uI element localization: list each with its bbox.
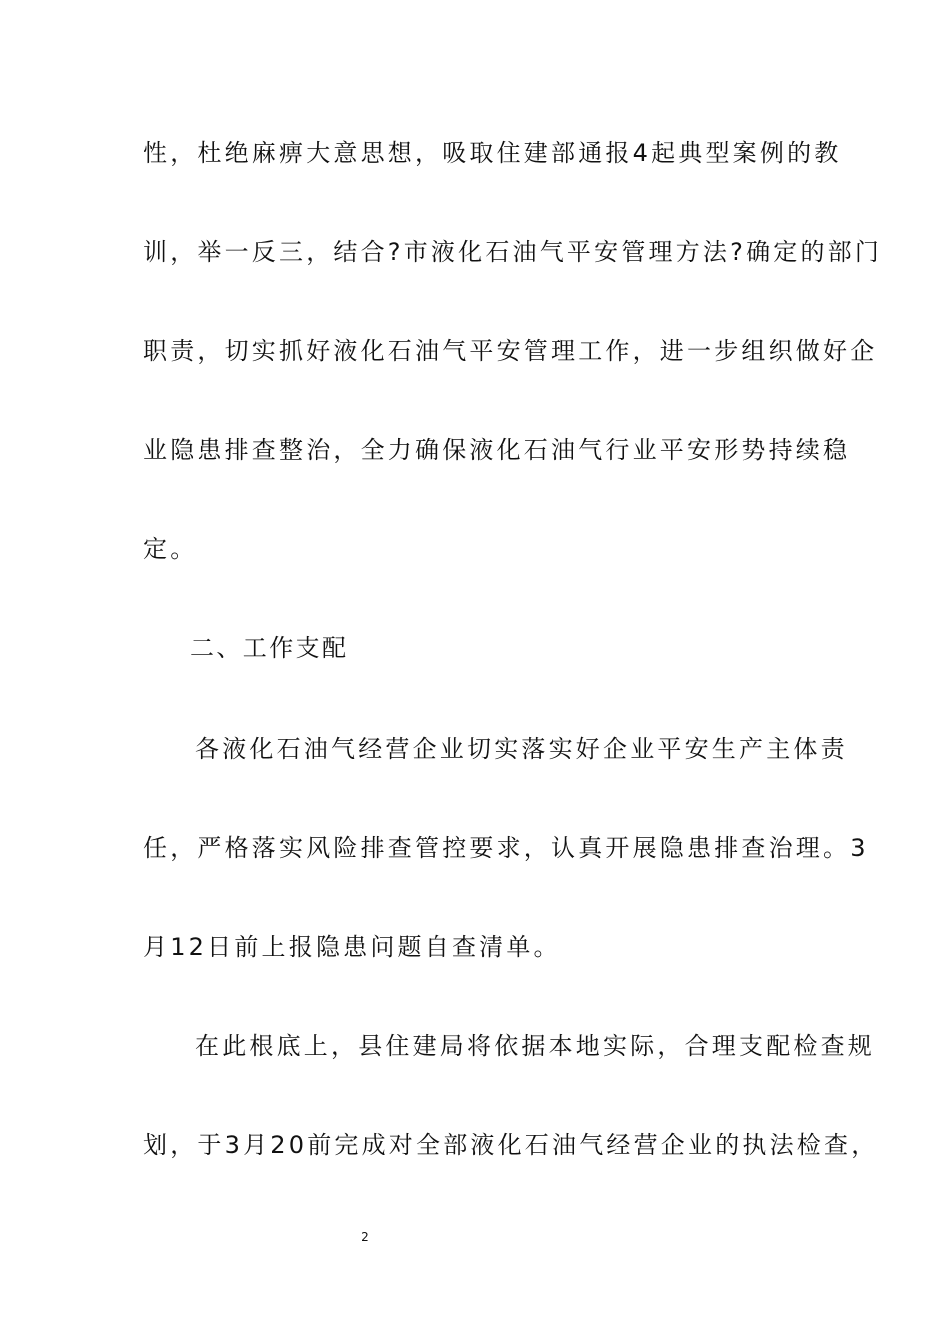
paragraph-line: 任，严格落实风险排查管控要求，认真开展隐患排查治理。3 [143,834,869,862]
paragraph-line: 性，杜绝麻痹大意思想，吸取住建部通报4起典型案例的教 [143,139,842,167]
section-heading: 二、工作支配 [190,634,349,662]
paragraph-line: 划，于3月20前完成对全部液化石油气经营企业的执法检查， [143,1131,879,1159]
page-number: 2 [361,1230,369,1244]
paragraph-line: 定。 [143,535,198,563]
paragraph-line: 训，举一反三，结合?市液化石油气平安管理方法?确定的部门 [143,238,883,266]
paragraph-line: 职责，切实抓好液化石油气平安管理工作，进一步组织做好企 [143,337,878,365]
paragraph-line: 月12日前上报隐患问题自查清单。 [143,933,561,961]
paragraph-line: 在此根底上，县住建局将依据本地实际，合理支配检查规 [195,1032,875,1060]
paragraph-line: 业隐患排查整治，全力确保液化石油气行业平安形势持续稳 [143,436,851,464]
paragraph-line: 各液化石油气经营企业切实落实好企业平安生产主体责 [195,735,848,763]
